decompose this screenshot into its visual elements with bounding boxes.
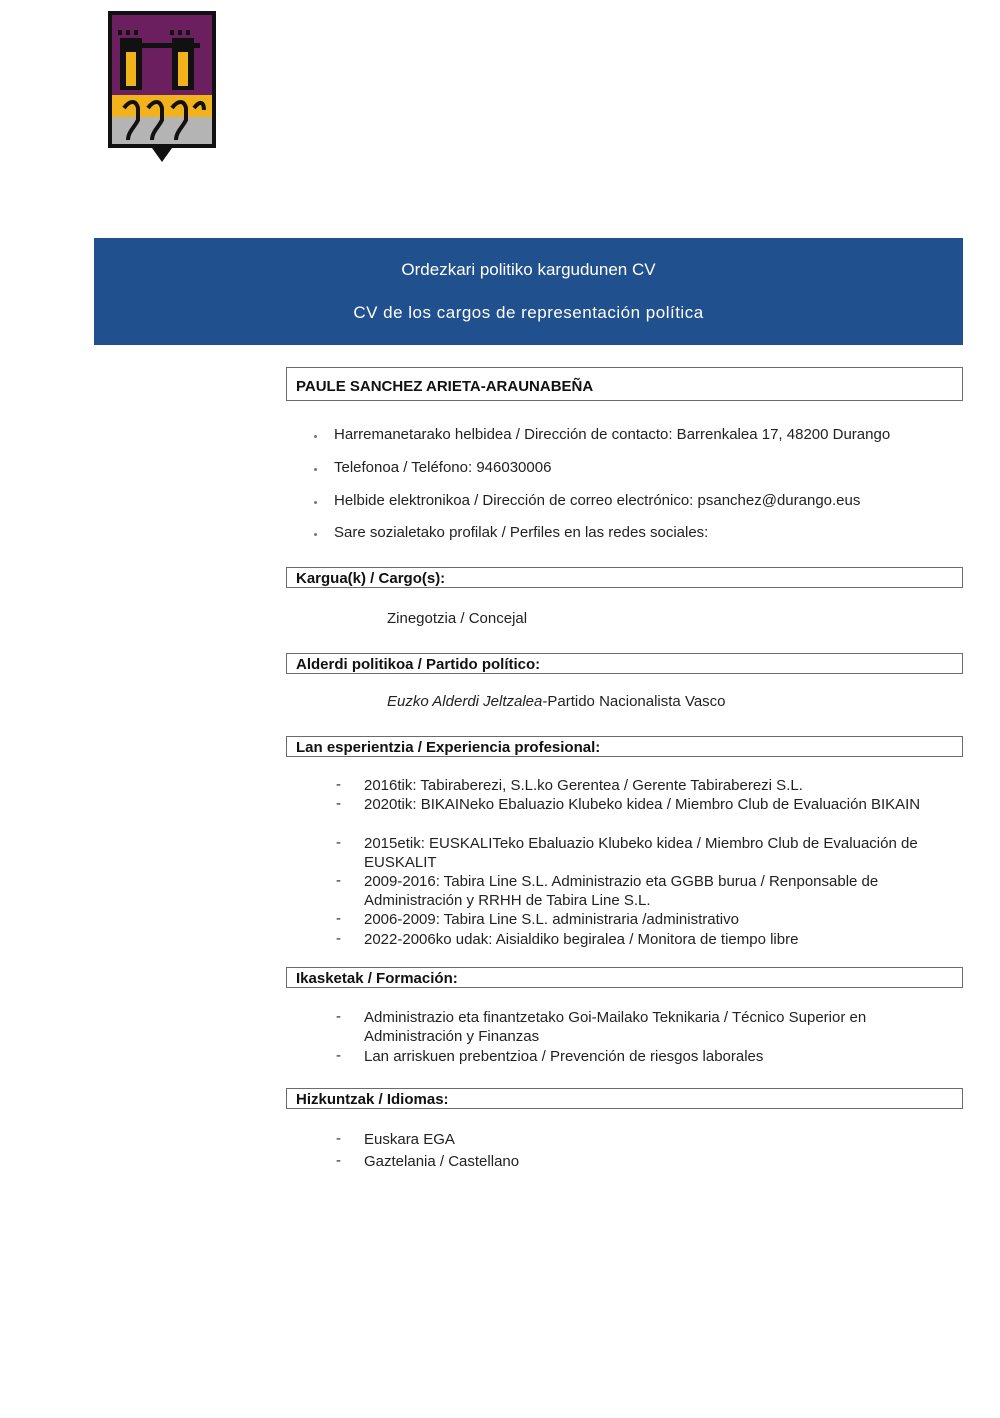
banner-title-eu: Ordezkari politiko kargudunen CV	[401, 260, 656, 279]
dash-icon: -	[336, 910, 341, 927]
dash-icon: -	[336, 1152, 341, 1169]
dash-icon: -	[336, 1047, 341, 1064]
party-heading: Alderdi politikoa / Partido político:	[286, 653, 963, 674]
list-item: 2020tik: BIKAINeko Ebaluazio Klubeko kidea / Miembro Club de Evaluación BIKAIN	[364, 796, 921, 813]
dash-icon: -	[336, 1130, 341, 1147]
dash-icon: -	[336, 795, 341, 812]
contact-social: Sare sozialetako profilak / Perfiles en las redes sociales:	[334, 524, 709, 541]
bullet-icon	[314, 501, 317, 504]
coat-of-arms-logo	[104, 8, 220, 164]
list-item: 2009-2016: Tabira Line S.L. Administrazio eta GGBB burua / Renponsable de Administración y RRHH de Tabira Line S.L.	[364, 873, 879, 909]
bullet-icon	[314, 468, 317, 471]
list-item: 2016tik: Tabiraberezi, S.L.ko Gerentea / Gerente Tabiraberezi S.L.	[364, 777, 803, 794]
positions-heading: Kargua(k) / Cargo(s):	[286, 567, 963, 588]
party-name-eu: Euzko Alderdi Jeltzalea	[387, 693, 543, 710]
contact-email: Helbide elektronikoa / Dirección de correo electrónico: psanchez@durango.eus	[334, 492, 861, 509]
list-item: Euskara EGA	[364, 1131, 455, 1148]
dash-icon: -	[336, 776, 341, 793]
party-name-es: -Partido Nacionalista Vasco	[542, 693, 726, 710]
languages-heading: Hizkuntzak / Idiomas:	[286, 1088, 963, 1109]
contact-phone: Telefonoa / Teléfono: 946030006	[334, 459, 552, 476]
list-item: Administrazio eta finantzetako Goi-Mailako Teknikaria / Técnico Superior en Administración y Finanzas	[364, 1009, 867, 1045]
party-value	[387, 693, 726, 710]
education-heading: Ikasketak / Formación:	[286, 967, 963, 988]
name-heading: PAULE SANCHEZ ARIETA-ARAUNABEÑA	[286, 367, 963, 401]
dash-icon: -	[336, 872, 341, 889]
list-item: 2022-2006ko udak: Aisialdiko begiralea / Monitora de tiempo libre	[364, 931, 799, 948]
list-item: Gaztelania / Castellano	[364, 1153, 520, 1170]
banner-title-es: CV de los cargos de representación política	[353, 303, 704, 322]
experience-heading: Lan esperientzia / Experiencia profesional:	[286, 736, 963, 757]
positions-value: Zinegotzia / Concejal	[387, 610, 528, 627]
dash-icon: -	[336, 1008, 341, 1025]
title-banner	[94, 238, 963, 345]
dash-icon: -	[336, 834, 341, 851]
contact-address: Harremanetarako helbidea / Dirección de contacto: Barrenkalea 17, 48200 Durango	[334, 426, 891, 443]
list-item: Lan arriskuen prebentzioa / Prevención de riesgos laborales	[364, 1048, 764, 1065]
list-item: 2015etik: EUSKALITeko Ebaluazio Klubeko kidea / Miembro Club de Evaluación de EUSKALIT	[364, 835, 918, 871]
bullet-icon	[314, 533, 317, 536]
dash-icon: -	[336, 930, 341, 947]
bullet-icon	[314, 435, 317, 438]
list-item: 2006-2009: Tabira Line S.L. administraria /administrativo	[364, 911, 739, 928]
